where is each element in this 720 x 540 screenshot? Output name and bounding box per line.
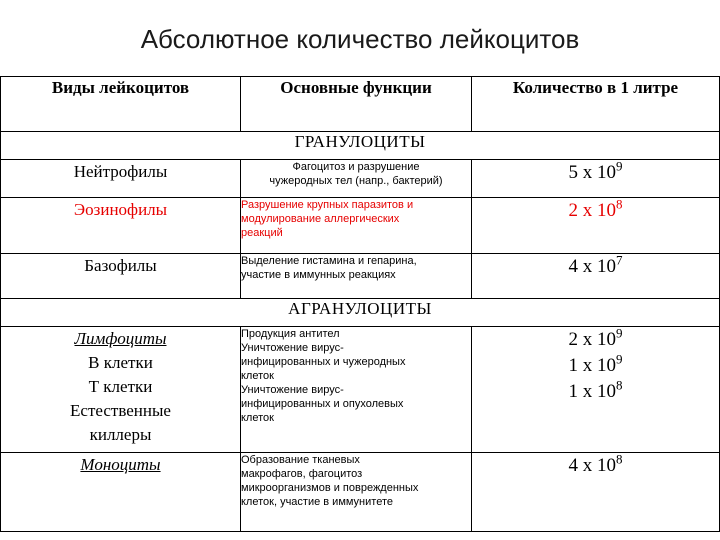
count-base: 2 х 10 (568, 329, 616, 350)
subtype-name: Т клетки (88, 377, 153, 396)
leukocyte-table (0, 76, 720, 532)
function-line: реакций (241, 227, 283, 239)
count-value (472, 379, 719, 405)
subtype-name: В клетки (88, 353, 153, 372)
function-line: Фагоцитоз и разрушение (292, 161, 420, 173)
type-name: Нейтрофилы (73, 162, 168, 181)
function-line: Продукция антител (241, 328, 340, 340)
count-base: 2 х 10 (568, 200, 616, 221)
count-base: 5 х 10 (568, 162, 616, 183)
count-exponent: 7 (616, 252, 623, 268)
cell-count (472, 254, 720, 299)
function-line: Образование тканевых (241, 454, 360, 466)
cell-count (472, 327, 720, 453)
cell-functions (241, 160, 472, 198)
function-line: инфицированных и опухолевых (241, 398, 404, 410)
cell-functions (241, 453, 472, 532)
count-base: 1 х 10 (568, 381, 616, 402)
type-name: Базофилы (84, 256, 157, 275)
cell-type (1, 254, 241, 299)
page-title: Абсолютное количество лейкоцитов (140, 24, 580, 54)
section-label: ГРАНУЛОЦИТЫ (1, 132, 720, 160)
count-exponent: 9 (616, 325, 623, 341)
count-base: 4 х 10 (568, 455, 616, 476)
cell-count (472, 160, 720, 198)
header-count: Количество в 1 литре (472, 77, 720, 132)
function-line: Выделение гистамина и гепарина, (241, 255, 417, 267)
cell-type (1, 327, 241, 453)
cell-type (1, 198, 241, 254)
count-base: 4 х 10 (568, 256, 616, 277)
count-base: 1 х 10 (568, 355, 616, 376)
function-line: Уничтожение вирус- (241, 342, 344, 354)
count-exponent: 8 (616, 196, 623, 212)
count-exponent: 9 (616, 351, 623, 367)
cell-type (1, 453, 241, 532)
header-types: Виды лейкоцитов (1, 77, 241, 132)
cell-functions (241, 198, 472, 254)
function-line: участие в иммунных реакциях (241, 269, 396, 281)
function-line: чужеродных тел (напр., бактерий) (269, 175, 443, 187)
function-line: микроорганизмов и поврежденных (241, 482, 419, 494)
section-granulocytes (1, 132, 720, 160)
table-row (1, 198, 720, 254)
type-name: Лимфоциты (74, 329, 167, 348)
header-functions: Основные функции (241, 77, 472, 132)
type-name: Эозинофилы (73, 200, 168, 219)
section-label: АГРАНУЛОЦИТЫ (1, 299, 720, 327)
table-row (1, 160, 720, 198)
count-value (472, 327, 719, 353)
table-row (1, 453, 720, 532)
cell-count (472, 198, 720, 254)
section-agranulocytes (1, 299, 720, 327)
function-line: инфицированных и чужеродных (241, 356, 406, 368)
count-exponent: 9 (616, 158, 623, 174)
function-line: макрофагов, фагоцитоз (241, 468, 363, 480)
type-name: Моноциты (80, 455, 161, 474)
function-line: клеток (241, 412, 274, 424)
table-row (1, 327, 720, 453)
function-line: клеток, участие в иммунитете (241, 496, 393, 508)
header-row (1, 77, 720, 132)
function-line: Уничтожение вирус- (241, 384, 344, 396)
cell-functions (241, 327, 472, 453)
count-exponent: 8 (616, 377, 623, 393)
count-exponent: 8 (616, 451, 623, 467)
function-line: модулирование аллергических (241, 213, 400, 225)
subtype-name: Естественные (70, 401, 171, 420)
count-value (472, 353, 719, 379)
table-row (1, 254, 720, 299)
function-line: Разрушение крупных паразитов и (241, 199, 414, 211)
cell-type (1, 160, 241, 198)
cell-functions (241, 254, 472, 299)
function-line: клеток (241, 370, 274, 382)
subtype-name: киллеры (89, 425, 152, 444)
cell-count (472, 453, 720, 532)
